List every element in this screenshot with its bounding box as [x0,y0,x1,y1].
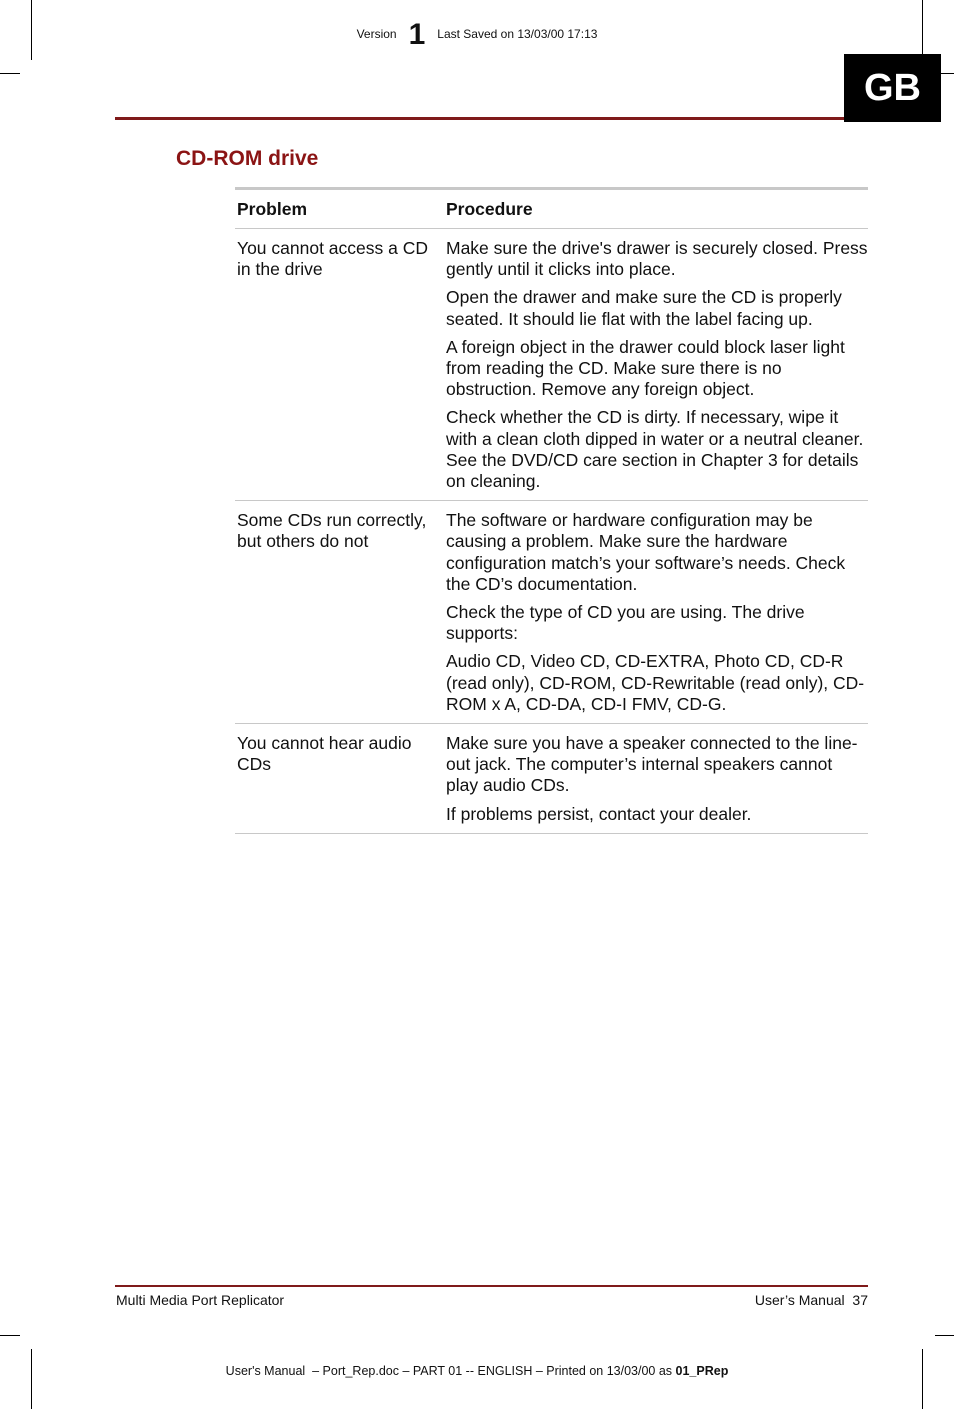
table-row [235,724,868,834]
problem-cell: You cannot hear audio CDs [237,733,412,775]
last-saved: Last Saved on 13/03/00 17:13 [437,27,598,41]
footer-product-name: Multi Media Port Replicator [116,1292,285,1308]
procedure-cell [446,733,868,825]
language-tab: GB [844,54,941,122]
print-info-text: User's Manual – Port_Rep.doc – PART 01 -- ENGLISH – Printed on 13/03/00 as [225,1364,676,1378]
crop-mark [0,73,20,74]
procedure-paragraph: Audio CD, Video CD, CD-EXTRA, Photo CD, CD-R (read only), CD-ROM, CD-Rewritable (read only), CD-ROM x A, CD-DA, CD-I FMV, CD-G. [446,651,865,714]
procedure-paragraph: Make sure you have a speaker connected to the line-out jack. The computer’s internal speakers cannot play audio CDs. [446,733,858,796]
crop-mark [31,1349,32,1409]
table-row [235,229,868,501]
table-row [235,501,868,724]
version-header [0,18,954,52]
top-rule [115,117,844,120]
crop-mark [0,1335,20,1336]
problem-cell: You cannot access a CD in the drive [237,238,428,280]
procedure-paragraph: The software or hardware configuration may be causing a problem. Make sure the hardware configuration match’s your software’s needs. Check the CD’s documentation. [446,510,846,594]
procedure-paragraph: Make sure the drive's drawer is securely closed. Press gently until it clicks into place. [446,238,868,280]
section-title: CD-ROM drive [176,147,319,170]
procedure-paragraph: Open the drawer and make sure the CD is properly seated. It should lie flat with the label facing up. [446,287,842,329]
bottom-rule [115,1285,868,1287]
procedure-paragraph: Check whether the CD is dirty. If necessary, wipe it with a clean cloth dipped in water or a neutral cleaner. See the DVD/CD care section in Chapter 3 for details on cleaning. [446,407,864,492]
problem-cell: Some CDs run correctly, but others do not [237,510,427,552]
crop-mark [935,1335,954,1336]
procedure-paragraph: If problems persist, contact your dealer. [446,803,752,824]
version-number: 1 [408,18,426,51]
print-info-filename: 01_PRep [675,1364,729,1378]
column-header-problem: Problem [237,198,308,219]
print-info-line [0,1364,954,1378]
procedure-cell [446,238,868,492]
footer-page-number: User’s Manual 37 [754,1292,868,1308]
procedure-cell [446,510,868,715]
crop-mark [922,1349,923,1409]
column-header-procedure: Procedure [446,198,533,219]
procedure-paragraph: Check the type of CD you are using. The drive supports: [446,602,805,644]
procedure-paragraph: A foreign object in the drawer could block laser light from reading the CD. Make sure there is no obstruction. Remove any foreign object. [446,336,845,400]
table-header [235,187,868,229]
troubleshooting-table [235,187,868,834]
version-label: Version [356,27,397,41]
